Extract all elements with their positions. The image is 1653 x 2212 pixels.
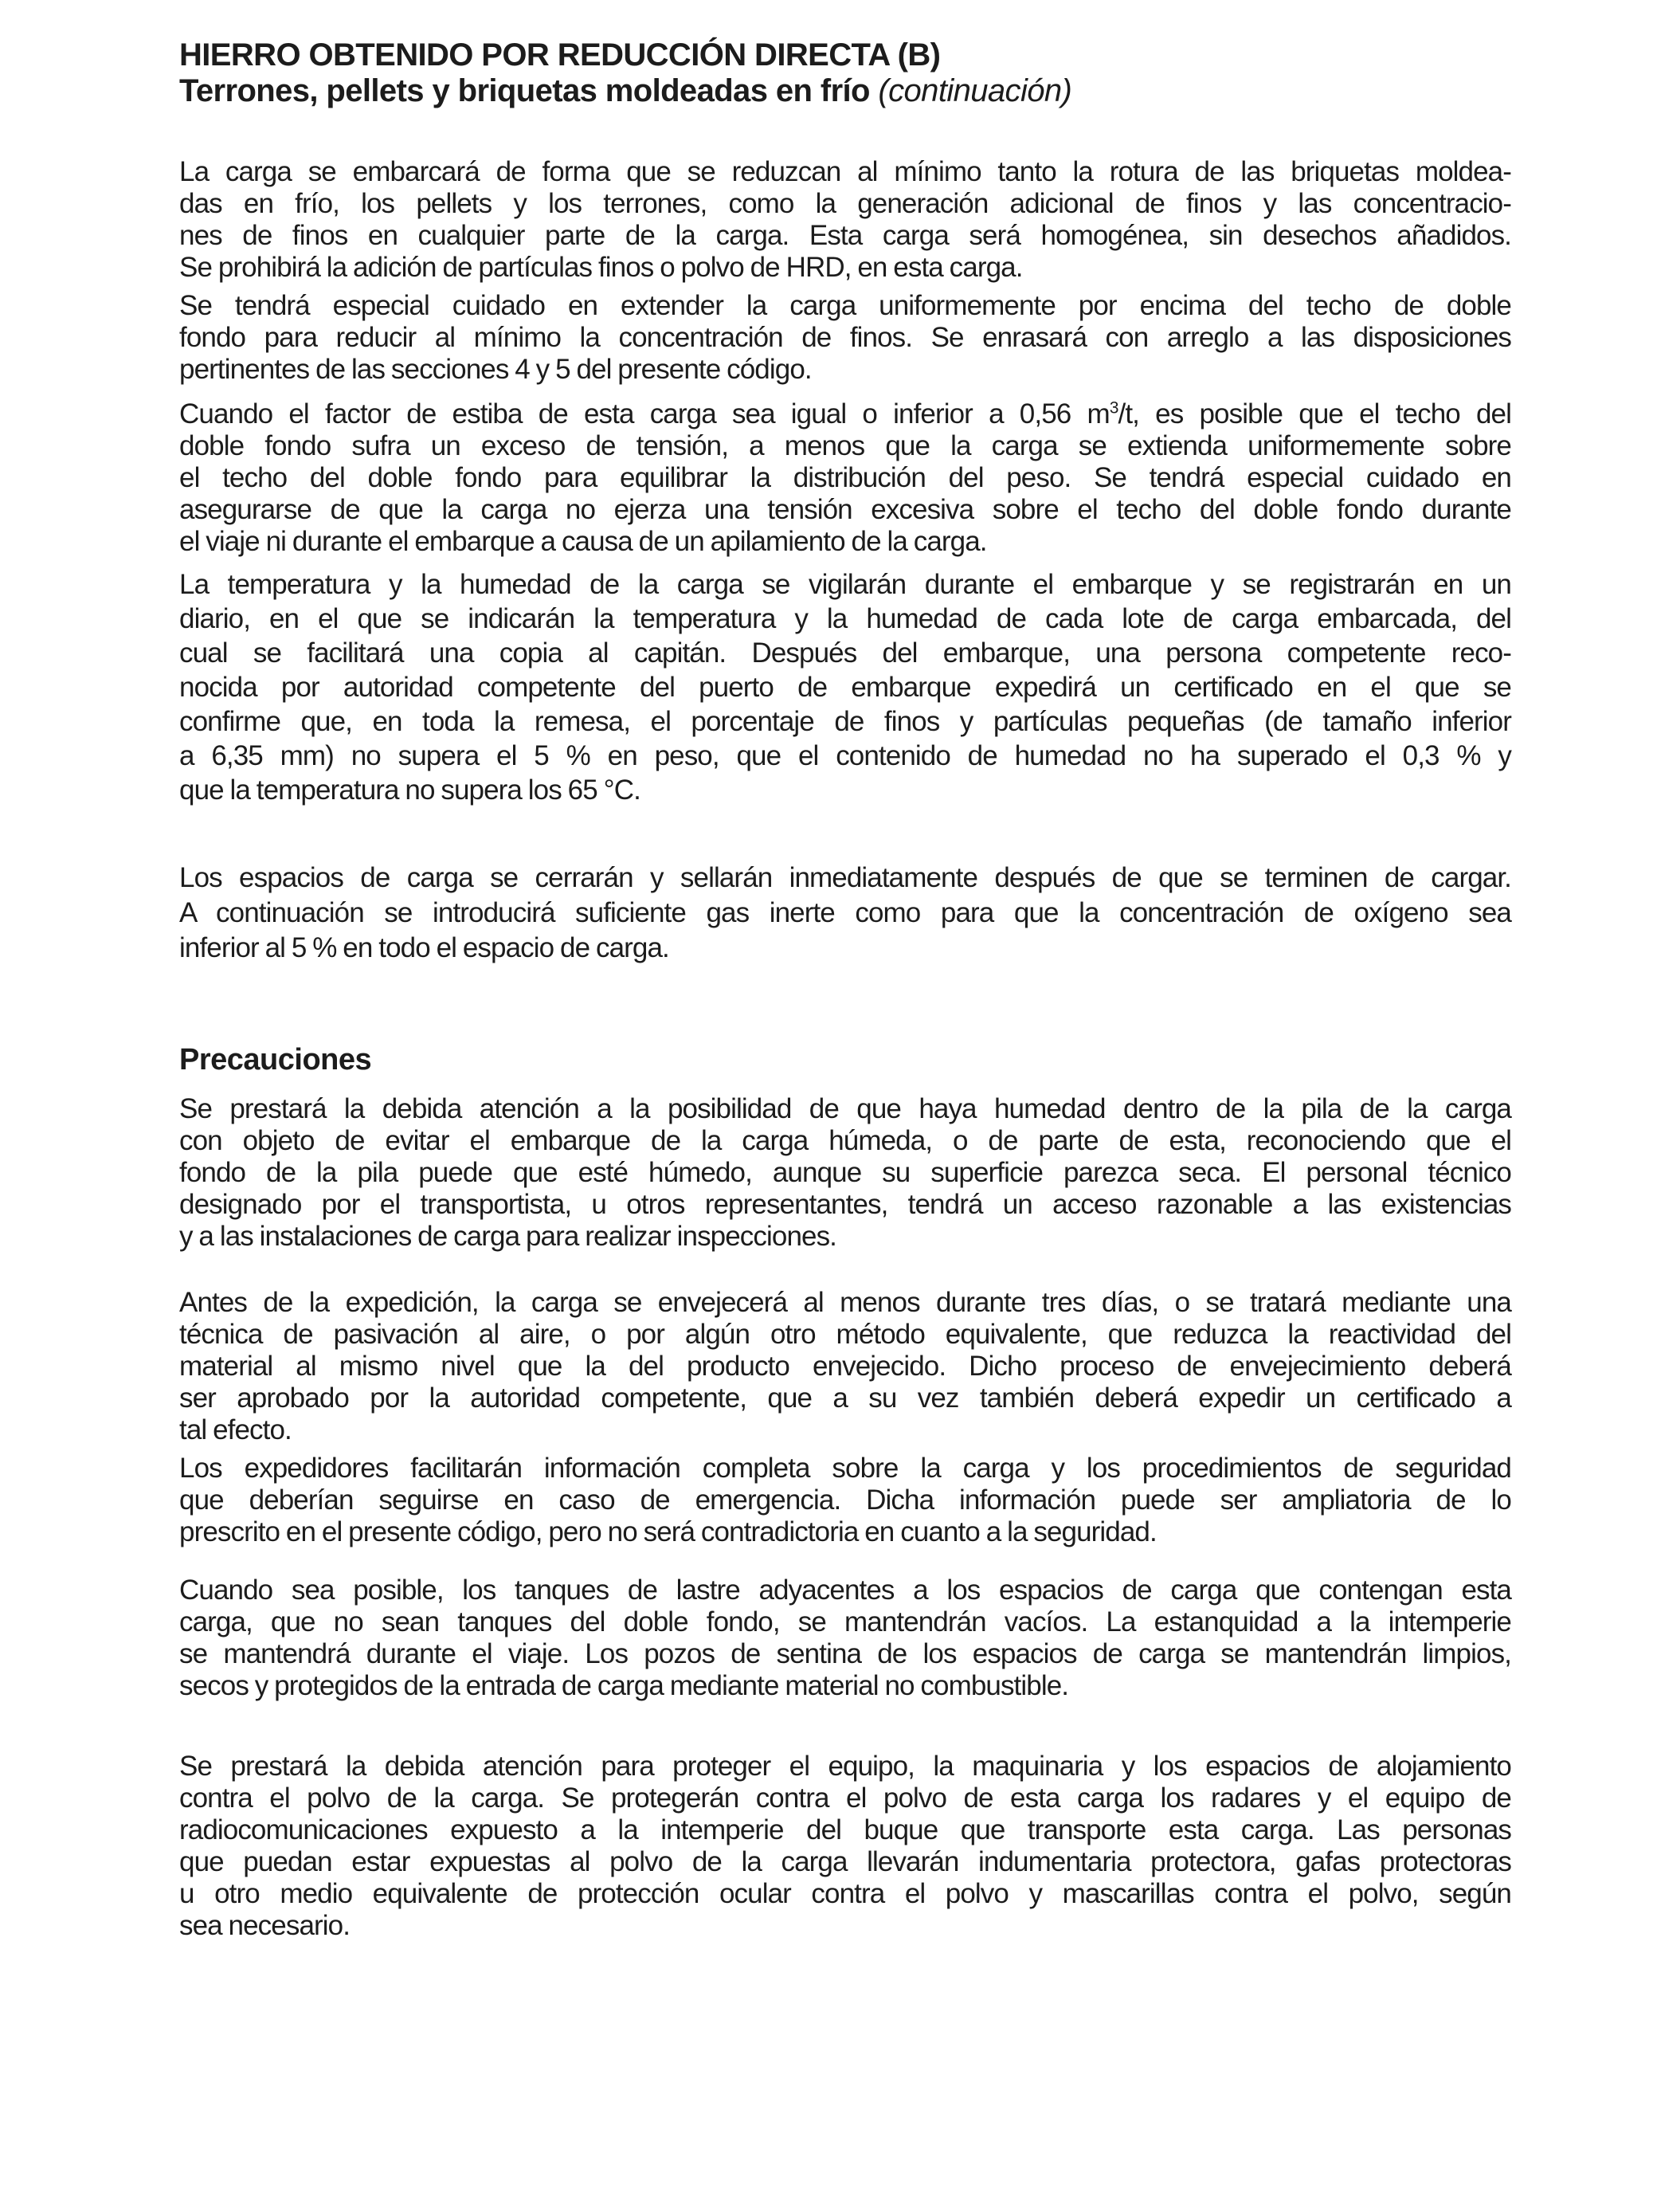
text-line: nes de finos en cualquier parte de la carga. Esta carga será homogénea, sin desechos añadidos. bbox=[179, 220, 1511, 251]
text-line: material al mismo nivel que la del producto envejecido. Dicho proceso de envejecimiento deberá bbox=[179, 1351, 1511, 1382]
text-fragment: /t, es posible que el techo del bbox=[1118, 398, 1512, 429]
text-line: Se tendrá especial cuidado en extender la carga uniformemente por encima del techo de doble bbox=[179, 290, 1511, 321]
paragraph-aging bbox=[179, 1287, 1511, 1446]
text-line: La temperatura y la humedad de la carga se vigilarán durante el embarque y se registrarán en un bbox=[179, 569, 1511, 600]
text-line: nocida por autoridad competente del puerto de embarque expedirá un certificado en el que se bbox=[179, 672, 1511, 703]
text-line: Cuando sea posible, los tanques de lastre adyacentes a los espacios de carga que contengan esta bbox=[179, 1575, 1511, 1606]
text-line: que la temperatura no supera los 65 °C. bbox=[179, 775, 640, 806]
page-title: HIERRO OBTENIDO POR REDUCCIÓN DIRECTA (B) bbox=[179, 37, 941, 73]
text-line: carga, que no sean tanques del doble fondo, se mantendrán vacíos. La estanquidad a la intemperie bbox=[179, 1606, 1511, 1637]
paragraph-temperature-humidity bbox=[179, 567, 1511, 807]
text-line: el techo del doble fondo para equilibrar la distribución del peso. Se tendrá especial cuidado en bbox=[179, 462, 1511, 493]
text-line: pertinentes de las secciones 4 y 5 del presente código. bbox=[179, 354, 812, 385]
paragraph-loading-breakage bbox=[179, 156, 1511, 284]
paragraph-stowage-factor bbox=[179, 398, 1511, 558]
text-line: ser aprobado por la autoridad competente, que a su vez también deberá expedir un certificado a bbox=[179, 1382, 1511, 1414]
paragraph-shipper-info bbox=[179, 1453, 1511, 1548]
text-line: A continuación se introducirá suficiente gas inerte como para que la concentración de oxígeno sea bbox=[179, 897, 1511, 928]
text-line: que puedan estar expuestas al polvo de la carga llevarán indumentaria protectora, gafas protectoras bbox=[179, 1846, 1511, 1877]
text-line: asegurarse de que la carga no ejerza una tensión excesiva sobre el techo del doble fondo durante bbox=[179, 494, 1511, 525]
text-line: se mantendrá durante el viaje. Los pozos de sentina de los espacios de carga se mantendrán limpios, bbox=[179, 1638, 1511, 1669]
text-line: designado por el transportista, u otros representantes, tendrá un acceso razonable a las existencias bbox=[179, 1189, 1511, 1220]
text-line bbox=[179, 398, 1511, 430]
text-line: u otro medio equivalente de protección ocular contra el polvo y mascarillas contra el polvo, según bbox=[179, 1878, 1511, 1909]
text-line: que deberían seguirse en caso de emergencia. Dicha información puede ser ampliatoria de lo bbox=[179, 1484, 1511, 1516]
text-line: radiocomunicaciones expuesto a la intemperie del buque que transporte esta carga. Las personas bbox=[179, 1814, 1511, 1845]
text-line: das en frío, los pellets y los terrones, como la generación adicional de finos y las concentracio- bbox=[179, 188, 1511, 219]
text-line: tal efecto. bbox=[179, 1414, 292, 1445]
subtitle-text: Terrones, pellets y briquetas moldeadas en frío bbox=[179, 73, 870, 108]
text-line: Los expedidores facilitarán información completa sobre la carga y los procedimientos de seguridad bbox=[179, 1453, 1511, 1484]
text-line: Se prestará la debida atención a la posibilidad de que haya humedad dentro de la pila de la carga bbox=[179, 1093, 1511, 1124]
text-line: diario, en el que se indicarán la temperatura y la humedad de cada lote de carga embarcada, del bbox=[179, 603, 1511, 634]
text-line: fondo de la pila puede que esté húmedo, aunque su superficie parezca seca. El personal técnico bbox=[179, 1157, 1511, 1188]
text-line: el viaje ni durante el embarque a causa de un apilamiento de la carga. bbox=[179, 526, 987, 557]
paragraph-trimming bbox=[179, 290, 1511, 386]
text-line: técnica de pasivación al aire, o por algún otro método equivalente, que reduzca la reactividad del bbox=[179, 1319, 1511, 1350]
text-line: Se prohibirá la adición de partículas finos o polvo de HRD, en esta carga. bbox=[179, 252, 1023, 283]
paragraph-ballast-tanks bbox=[179, 1575, 1511, 1702]
continuation-note: (continuación) bbox=[878, 73, 1072, 108]
text-line: y a las instalaciones de carga para realizar inspecciones. bbox=[179, 1221, 837, 1252]
text-line: Los espacios de carga se cerrarán y sellarán inmediatamente después de que se terminen de cargar. bbox=[179, 862, 1511, 893]
paragraph-dust-protection bbox=[179, 1751, 1511, 1942]
superscript: 3 bbox=[1109, 398, 1118, 418]
text-line: prescrito en el presente código, pero no será contradictoria en cuanto a la seguridad. bbox=[179, 1516, 1157, 1547]
text-line: La carga se embarcará de forma que se reduzcan al mínimo tanto la rotura de las briquetas moldea- bbox=[179, 156, 1511, 187]
text-line: Se prestará la debida atención para proteger el equipo, la maquinaria y los espacios de alojamiento bbox=[179, 1751, 1511, 1782]
text-line: Antes de la expedición, la carga se envejecerá al menos durante tres días, o se tratará mediante una bbox=[179, 1287, 1511, 1318]
text-line: inferior al 5 % en todo el espacio de carga. bbox=[179, 932, 669, 963]
paragraph-moisture-check bbox=[179, 1093, 1511, 1253]
text-line: secos y protegidos de la entrada de carga mediante material no combustible. bbox=[179, 1670, 1069, 1701]
text-line: cual se facilitará una copia al capitán. Después del embarque, una persona competente reco- bbox=[179, 637, 1511, 669]
page-subtitle bbox=[179, 73, 1071, 109]
paragraph-inert-gas bbox=[179, 861, 1511, 966]
section-heading-precauciones: Precauciones bbox=[179, 1043, 372, 1077]
text-line: confirme que, en toda la remesa, el porcentaje de finos y partículas pequeñas (de tamaño inferior bbox=[179, 706, 1511, 737]
text-line: fondo para reducir al mínimo la concentración de finos. Se enrasará con arreglo a las disposiciones bbox=[179, 322, 1511, 353]
text-line: doble fondo sufra un exceso de tensión, a menos que la carga se extienda uniformemente sobre bbox=[179, 430, 1511, 461]
text-fragment: Cuando el factor de estiba de esta carga sea igual o inferior a 0,56 m bbox=[179, 398, 1110, 429]
text-line: sea necesario. bbox=[179, 1910, 351, 1941]
text-line: a 6,35 mm) no supera el 5 % en peso, que el contenido de humedad no ha superado el 0,3 % y bbox=[179, 740, 1511, 771]
text-line: contra el polvo de la carga. Se protegerán contra el polvo de esta carga los radares y el equipo de bbox=[179, 1783, 1511, 1814]
text-line: con objeto de evitar el embarque de la carga húmeda, o de parte de esta, reconociendo que el bbox=[179, 1125, 1511, 1156]
